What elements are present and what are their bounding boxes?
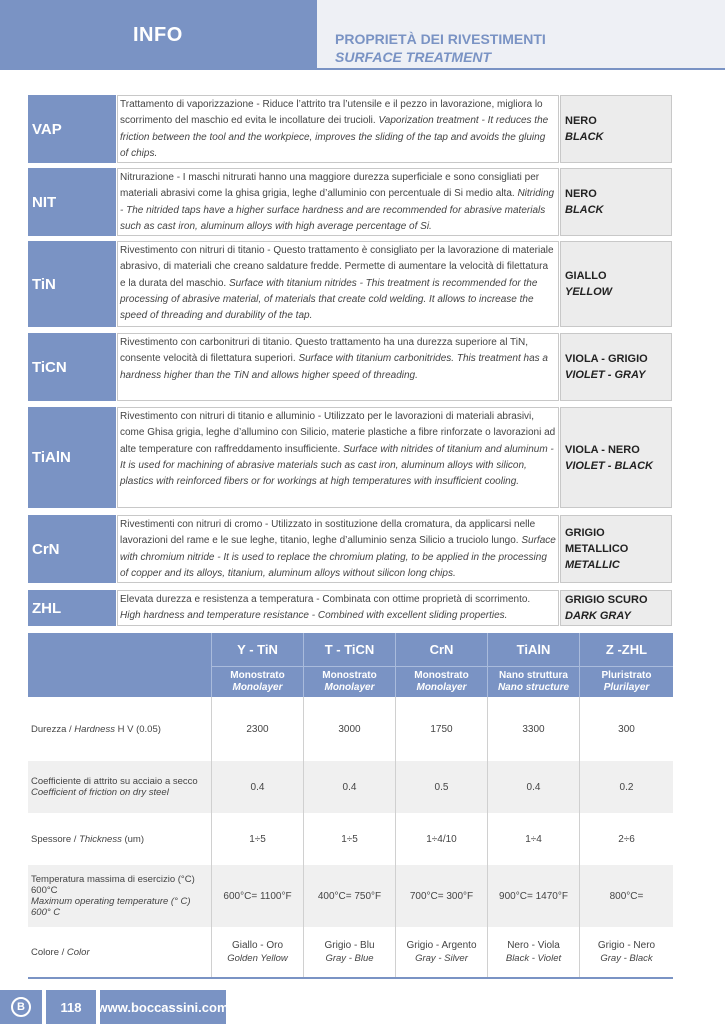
color-english: VIOLET - GRAY (565, 369, 646, 381)
label-text-english: Coefficient of friction on dry steel (31, 787, 169, 798)
cell-english: Golden Yellow (227, 953, 288, 964)
treatment-description (117, 590, 559, 626)
cell-italian: Giallo - Oro (231, 940, 284, 951)
treatment-row-tialn (28, 407, 672, 508)
treatment-color (560, 241, 672, 327)
color-english: VIOLET - BLACK (565, 459, 653, 472)
color-english: BLACK (565, 204, 604, 216)
row-label (31, 761, 209, 813)
label-text-suffix: (um) (121, 833, 144, 845)
column-header (579, 633, 673, 697)
cell-english: Gray - Silver (415, 953, 468, 964)
table-cell: 800°C= (579, 865, 673, 927)
cell-italian: Grigio - Nero (597, 940, 656, 951)
brand-logo (0, 990, 42, 1024)
treatment-description (117, 407, 559, 508)
coating-comparison-table (28, 633, 673, 979)
header-title-panel (0, 0, 317, 70)
description-english: Surface with nitrides of titanium and aluminum - It is used for machining of abrasive materials such as cast iron, aluminum alloys with silicon, plastics with reinforced fibers or for workings at high temperatures with insufficient cooling. (120, 443, 554, 488)
label-text-suffix: H V (0.05) (114, 723, 161, 735)
cell-italian: Nero - Viola (507, 940, 560, 951)
cell-italian: Grigio - Blu (324, 940, 375, 951)
description-english: Surface with chromium nitride - It is used to replace the chromium plating, to be applied in the processing of copper and its alloys, titanium, aluminum alloys without silicon long chips. (120, 535, 556, 579)
description-italian: Rivestimento con nitruri di titanio - Questo trattamento è consigliato per la lavorazione di materiale abrasivo, di materiali che creano saldature fredde. Permette di aumentare la velocità di filettatura e la durata del maschio. (120, 245, 554, 289)
treatment-color (560, 333, 672, 401)
page-number: 118 (46, 990, 96, 1024)
table-cell: 1÷5 (211, 813, 303, 865)
cell-english: Black - Violet (505, 953, 562, 964)
treatment-color (560, 407, 672, 508)
table-row-friction (28, 761, 673, 813)
table-cell: 0.5 (395, 761, 487, 813)
treatment-code: CrN (28, 515, 116, 583)
table-cell: 0.2 (579, 761, 673, 813)
color-english: METALLIC (565, 559, 620, 571)
description-italian: Nitrurazione - I maschi nitrurati hanno una maggiore durezza superficiale e sono consigliati per materiali abrasivi come la ghisa grigia, leghe d’alluminio con percentuale di Si medio alta. (120, 172, 540, 200)
row-label (31, 865, 209, 927)
label-text-english: Maximum operating temperature (° C) 600° C (31, 896, 191, 918)
column-sub-english: Nano structure (497, 682, 570, 693)
table-cell: 1÷5 (303, 813, 395, 865)
treatment-description (117, 241, 559, 327)
website-link[interactable]: www.boccassini.com (100, 990, 226, 1024)
subtitle-english: SURFACE TREATMENT (335, 49, 492, 65)
label-text-italic: Thickness (79, 833, 122, 845)
treatment-description (117, 515, 559, 583)
treatment-code: VAP (28, 95, 116, 163)
column-sub-italian: Nano struttura (499, 670, 568, 681)
table-bottom-rule (28, 977, 673, 979)
table-cell: 1÷4/10 (395, 813, 487, 865)
treatment-code: TiCN (28, 333, 116, 401)
treatment-code: TiN (28, 241, 116, 327)
treatment-color (560, 515, 672, 583)
table-cell: 3300 (487, 697, 579, 761)
table-header (28, 633, 673, 697)
treatment-color (560, 168, 672, 236)
column-sub-italian: Monostrato (230, 670, 285, 681)
table-cell: 300 (579, 697, 673, 761)
table-cell: 1÷4 (487, 813, 579, 865)
table-cell: 400°C= 750°F (303, 865, 395, 927)
description-italian: Rivestimenti con nitruri di cromo - Utilizzato in sostituzione della cromatura, da applicarsi nelle lavorazioni del rame e le sue leghe, titanio, leghe d’alluminio senza Silicio a truciolo lungo. (120, 519, 536, 547)
table-cell (211, 927, 303, 977)
table-cell: 0.4 (487, 761, 579, 813)
subtitle-italian: PROPRIETÀ DEI RIVESTIMENTI (335, 31, 546, 47)
color-italian: GRIGIO METALLICO (565, 527, 629, 555)
label-text: Colore / (31, 946, 67, 958)
color-italian: GIALLO (565, 270, 607, 282)
table-cell (487, 927, 579, 977)
table-cell: 3000 (303, 697, 395, 761)
table-cell: 600°C= 1100°F (211, 865, 303, 927)
description-english: High hardness and temperature resistance - Combined with excellent sliding properties. (120, 610, 508, 622)
label-text: Temperatura massima di esercizio (°C) 600°C (31, 874, 195, 896)
description-english: Surface with titanium carbonitrides. This treatment has a hardness higher than the TiN and allows higher speed of threading. (120, 353, 548, 381)
label-text: Durezza / (31, 723, 75, 735)
table-cell (303, 927, 395, 977)
table-cell: 0.4 (303, 761, 395, 813)
row-label (31, 927, 209, 977)
column-header (303, 633, 395, 697)
label-text: Coefficiente di attrito su acciaio a secco (31, 776, 198, 787)
page-title: INFO (133, 24, 183, 46)
treatment-code: TiAlN (28, 407, 116, 508)
description-english: Vaporization treatment - It reduces the friction between the tool and the workpiece, improves the sliding of the tap and avoids the gluing of chips. (120, 115, 549, 159)
table-header-blank (28, 633, 211, 697)
column-sub-italian: Pluristrato (601, 670, 652, 681)
table-cell: 900°C= 1470°F (487, 865, 579, 927)
table-cell: 700°C= 300°F (395, 865, 487, 927)
table-row-temperature (28, 865, 673, 927)
table-cell: 2÷6 (579, 813, 673, 865)
treatment-row-zhl (28, 590, 672, 626)
table-cell: 1750 (395, 697, 487, 761)
color-english: BLACK (565, 131, 604, 143)
column-header (211, 633, 303, 697)
column-header (395, 633, 487, 697)
table-cell (395, 927, 487, 977)
color-italian: VIOLA - NERO (565, 443, 640, 456)
color-italian: NERO (565, 188, 597, 200)
table-cell (579, 927, 673, 977)
description-english: Surface with titanium nitrides - This treatment is recommended for the processing of abrasive material, of materials that create cold welding. It allows to increase the speed of threading and durability of the tap. (120, 277, 538, 322)
header-divider (0, 68, 725, 70)
treatment-description (117, 333, 559, 401)
column-name: Y - TiN (212, 633, 303, 667)
cell-italian: Grigio - Argento (406, 940, 477, 951)
table-cell: 0.4 (211, 761, 303, 813)
treatment-color (560, 590, 672, 626)
description-italian: Trattamento di vaporizzazione - Riduce l’attrito tra l’utensile e il pezzo in lavorazione, migliora lo scorrimento del maschio ed evita le incollature dei trucioli. (120, 99, 543, 127)
cell-english: Gray - Blue (325, 953, 374, 964)
column-name: Z -ZHL (580, 633, 673, 667)
treatment-description (117, 168, 559, 236)
label-text: Spessore / (31, 833, 80, 845)
column-name: T - TiCN (304, 633, 395, 667)
column-sub-italian: Monostrato (322, 670, 377, 681)
label-text-italic: Hardness (74, 723, 115, 735)
color-italian: GRIGIO SCURO (565, 594, 648, 606)
treatment-code: NIT (28, 168, 116, 236)
treatment-row-vap (28, 95, 672, 163)
treatment-row-tin (28, 241, 672, 327)
logo-icon: B (11, 997, 31, 1017)
column-sub-english: Monolayer (324, 682, 375, 693)
description-english: Nitriding - The nitrided taps have a higher surface hardness and are recommended for abrasive materials such as cast iron, aluminum alloys with high average percentage of Si. (120, 188, 555, 232)
table-row-thickness (28, 813, 673, 865)
table-cell: 2300 (211, 697, 303, 761)
row-label (31, 697, 209, 761)
column-sub-english: Monolayer (416, 682, 467, 693)
color-italian: NERO (565, 115, 597, 127)
column-sub-italian: Monostrato (414, 670, 469, 681)
column-header (487, 633, 579, 697)
treatment-row-crn (28, 515, 672, 583)
color-italian: VIOLA - GRIGIO (565, 353, 648, 365)
column-sub-english: Monolayer (232, 682, 283, 693)
description-italian: Rivestimento con carbonitruri di titanio. Questo trattamento ha una durezza superiore al TiN, consente velocità di filettatura superiori. (120, 337, 528, 365)
treatment-row-ticn (28, 333, 672, 401)
cell-english: Gray - Black (600, 953, 653, 964)
description-italian: Rivestimento con nitruri di titanio e alluminio - Utilizzato per le lavorazioni di materiali abrasivi, come Ghisa grigia, leghe d’allumino con Silicio, materie plastiche a fibre rinforzate o lavorazioni ad alte temperature con raffreddamento insufficiente. (120, 411, 556, 455)
color-english: YELLOW (565, 286, 613, 298)
label-text-italic: Color (66, 946, 90, 958)
table-row-hardness (28, 697, 673, 761)
treatment-color (560, 95, 672, 163)
column-name: TiAlN (488, 633, 579, 667)
header-subtitle-panel (317, 0, 725, 70)
row-label (31, 813, 209, 865)
treatment-description (117, 95, 559, 163)
treatment-row-nit (28, 168, 672, 236)
description-italian: Elevata durezza e resistenza a temperatura - Combinata con ottime proprietà di scorrimento. (120, 594, 531, 605)
column-name: CrN (396, 633, 487, 667)
color-english: DARK GRAY (565, 610, 631, 622)
table-row-color (28, 927, 673, 977)
column-sub-english: Plurilayer (603, 682, 650, 693)
treatment-code: ZHL (28, 590, 116, 626)
